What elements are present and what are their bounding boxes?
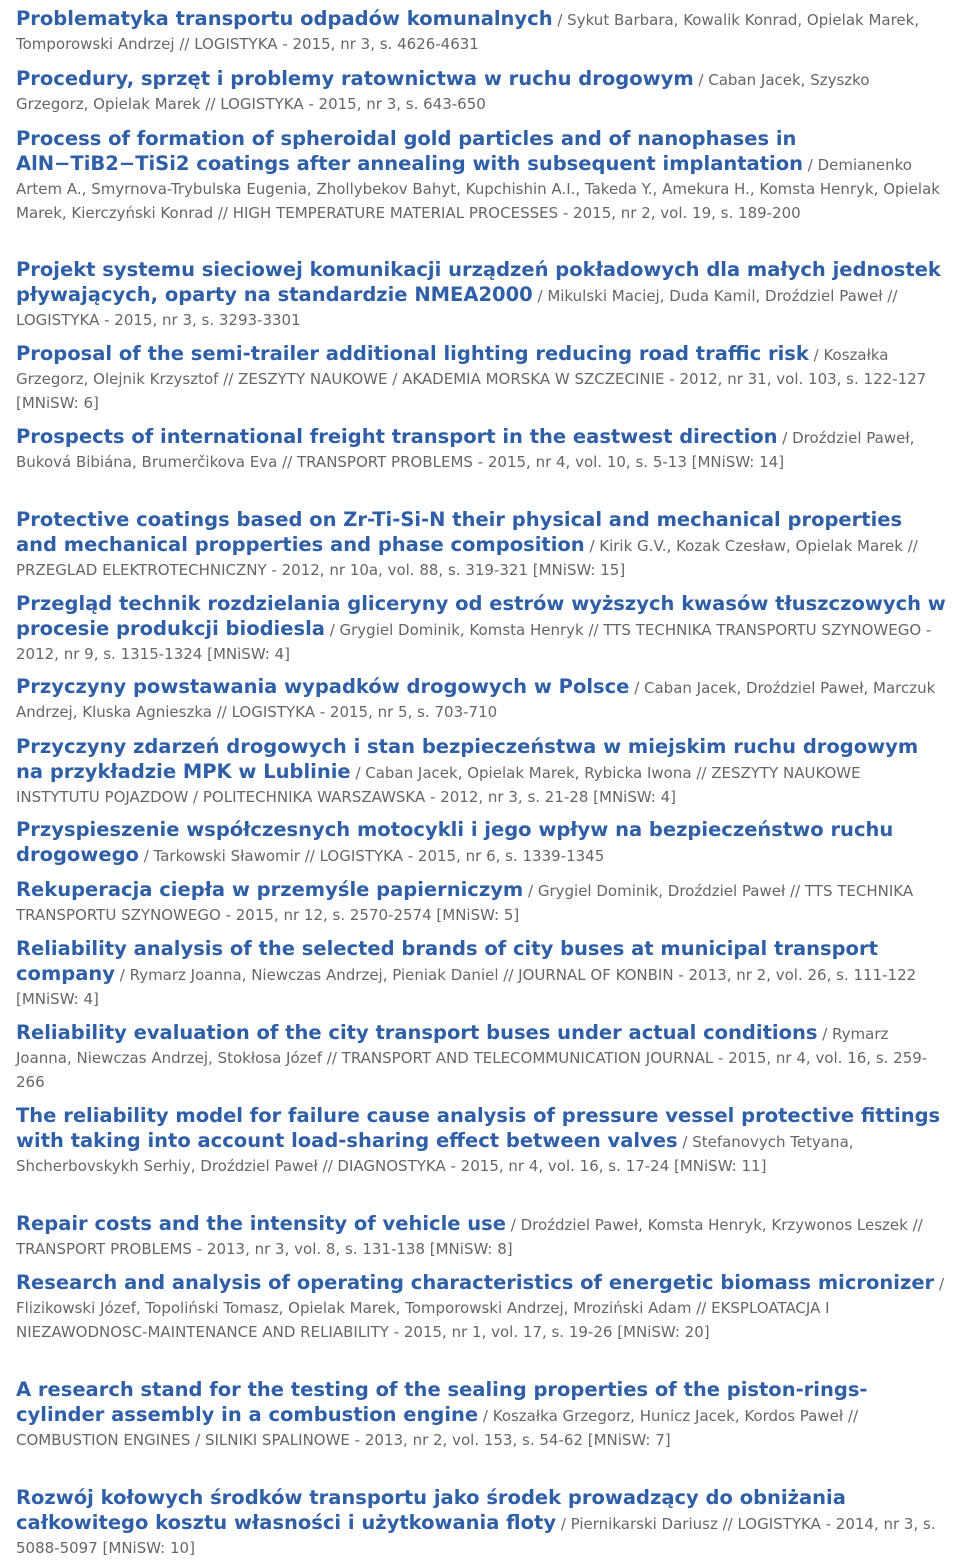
publication-entry bbox=[16, 342, 946, 415]
publication-citation: / Koszałka Grzegorz, Hunicz Jacek, Kordos Paweł // COMBUSTION ENGINES / SILNIKI SPALINOWE - 2013, nr 2, vol. 153, s. 54-62 [MNiSW: 7] bbox=[16, 1407, 859, 1449]
publication-title-link[interactable]: Rozwój kołowych środków transportu jako środek prowadzący do obniżania całkowitego kosztu własności i użytkowania floty bbox=[16, 1486, 846, 1534]
publication-citation: / Droździel Paweł, Buková Bibiána, Brumerčikova Eva // TRANSPORT PROBLEMS - 2015, nr 4, vol. 10, s. 5-13 [MNiSW: 14] bbox=[16, 429, 915, 471]
publication-entry bbox=[16, 1486, 946, 1560]
publication-entry bbox=[16, 675, 946, 724]
publication-citation: / Stefanovych Tetyana, Shcherbovskykh Serhiy, Droździel Paweł // DIAGNOSTYKA - 2015, nr 4, vol. 16, s. 17-24 [MNiSW: 11] bbox=[16, 1133, 854, 1175]
publication-title-link[interactable]: Problematyka transportu odpadów komunalnych bbox=[16, 7, 553, 30]
publication-citation: / Demianenko Artem A., Smyrnova-Trybulska Eugenia, Zhollybekov Bahyt, Kupchishin A.I., Takeda Y., Amekura H., Komsta Henryk, Opielak Marek, Kierczyński Konrad // HIGH TEMPERATURE MATERIAL PROCESSES - 2015, nr 2, vol. 19, s. 189-200 bbox=[16, 156, 940, 222]
publication-title-link[interactable]: Research and analysis of operating characteristics of energetic biomass micronizer bbox=[16, 1271, 935, 1294]
publication-citation: / Mikulski Maciej, Duda Kamil, Droździel Paweł // LOGISTYKA - 2015, nr 3, s. 3293-3301 bbox=[16, 287, 898, 329]
publication-entry bbox=[16, 7, 946, 56]
publication-citation: / Tarkowski Sławomir // LOGISTYKA - 2015, nr 6, s. 1339-1345 bbox=[138, 847, 605, 865]
publication-title-link[interactable]: Przyspieszenie współczesnych motocykli i jego wpływ na bezpieczeństwo ruchu drogowego bbox=[16, 818, 894, 866]
publication-citation: / Grygiel Dominik, Komsta Henryk // TTS TECHNIKA TRANSPORTU SZYNOWEGO - 2012, nr 9, s. 1315-1324 [MNiSW: 4] bbox=[16, 621, 932, 663]
publication-entry bbox=[16, 127, 946, 225]
publication-entry bbox=[16, 1104, 946, 1178]
publication-citation: / Flizikowski Józef, Topoliński Tomasz, Opielak Marek, Tomporowski Andrzej, Mroziński Adam // EKSPLOATACJA I NIEZAWODNOSC-MAINTENANCE AND RELIABILITY - 2015, nr 1, vol. 17, s. 19-26 [MNiSW: 20] bbox=[16, 1275, 944, 1341]
publication-entry bbox=[16, 67, 946, 116]
publication-title-link[interactable]: Reliability evaluation of the city transport buses under actual conditions bbox=[16, 1021, 818, 1044]
publication-citation: / Rymarz Joanna, Niewczas Andrzej, Pieniak Daniel // JOURNAL OF KONBIN - 2013, nr 2, vol. 26, s. 111-122 [MNiSW: 4] bbox=[16, 966, 917, 1008]
publication-title-link[interactable]: Projekt systemu sieciowej komunikacji urządzeń pokładowych dla małych jednostek pływających, oparty na standardzie NMEA2000 bbox=[16, 258, 941, 306]
publication-citation: / Sykut Barbara, Kowalik Konrad, Opielak Marek, Tomporowski Andrzej // LOGISTYKA - 2015, nr 3, s. 4626-4631 bbox=[16, 11, 920, 53]
publication-title-link[interactable]: Repair costs and the intensity of vehicle use bbox=[16, 1212, 506, 1235]
publication-title-link[interactable]: Przyczyny powstawania wypadków drogowych w Polsce bbox=[16, 675, 630, 698]
publication-citation: / Koszałka Grzegorz, Olejnik Krzysztof // ZESZYTY NAUKOWE / AKADEMIA MORSKA W SZCZECINIE - 2012, nr 31, vol. 103, s. 122-127 [MNiSW: 6] bbox=[16, 346, 927, 412]
publication-title-link[interactable]: Rekuperacja ciepła w przemyśle papierniczym bbox=[16, 878, 524, 901]
publication-entry bbox=[16, 1271, 946, 1344]
publication-citation: / Caban Jacek, Droździel Paweł, Marczuk Andrzej, Kluska Agnieszka // LOGISTYKA - 2015, nr 5, s. 703-710 bbox=[16, 679, 936, 721]
publication-entry bbox=[16, 425, 946, 474]
publication-citation: / Rymarz Joanna, Niewczas Andrzej, Stokłosa Józef // TRANSPORT AND TELECOMMUNICATION JOURNAL - 2015, nr 4, vol. 16, s. 259-266 bbox=[16, 1025, 928, 1091]
publication-title-link[interactable]: Process of formation of spheroidal gold particles and of nanophases in AlN−TiB2−TiSi2 coatings after annealing with subsequent implantation bbox=[16, 127, 803, 175]
publication-entry bbox=[16, 1378, 946, 1452]
publication-entry bbox=[16, 1212, 946, 1261]
publication-title-link[interactable]: Proposal of the semi-trailer additional lighting reducing road traffic risk bbox=[16, 342, 809, 365]
publication-title-link[interactable]: Protective coatings based on Zr-Ti-Si-N their physical and mechanical properties and mechanical propperties and phase composition bbox=[16, 508, 903, 556]
publication-entry bbox=[16, 508, 946, 582]
publication-title-link[interactable]: Prospects of international freight transport in the eastwest direction bbox=[16, 425, 778, 448]
publication-entry bbox=[16, 258, 946, 332]
publication-entry bbox=[16, 818, 946, 868]
publication-citation: / Caban Jacek, Szyszko Grzegorz, Opielak Marek // LOGISTYKA - 2015, nr 3, s. 643-650 bbox=[16, 71, 870, 113]
publication-citation: / Kirik G.V., Kozak Czesław, Opielak Marek // PRZEGLAD ELEKTROTECHNICZNY - 2012, nr 10a, vol. 88, s. 319-321 [MNiSW: 15] bbox=[16, 537, 918, 579]
publication-entry bbox=[16, 1021, 946, 1094]
publication-title-link[interactable]: Procedury, sprzęt i problemy ratownictwa w ruchu drogowym bbox=[16, 67, 694, 90]
publication-title-link[interactable]: The reliability model for failure cause analysis of pressure vessel protective fittings with taking into account load-sharing effect between valves bbox=[16, 1104, 941, 1152]
publication-citation: / Piernikarski Dariusz // LOGISTYKA - 2014, nr 3, s. 5088-5097 [MNiSW: 10] bbox=[16, 1515, 936, 1557]
publication-entry bbox=[16, 592, 946, 666]
publication-title-link[interactable]: Przegląd technik rozdzielania gliceryny od estrów wyższych kwasów tłuszczowych w procesie produkcji biodiesla bbox=[16, 592, 946, 640]
publication-entry bbox=[16, 937, 946, 1011]
publication-title-link[interactable]: Reliability analysis of the selected brands of city buses at municipal transport company bbox=[16, 937, 878, 985]
publication-entry bbox=[16, 878, 946, 927]
publication-title-link[interactable]: A research stand for the testing of the sealing properties of the piston-rings-cylinder assembly in a combustion engine bbox=[16, 1378, 868, 1426]
publication-citation: / Droździel Paweł, Komsta Henryk, Krzywonos Leszek // TRANSPORT PROBLEMS - 2013, nr 3, vol. 8, s. 131-138 [MNiSW: 8] bbox=[16, 1216, 923, 1258]
publication-citation: / Caban Jacek, Opielak Marek, Rybicka Iwona // ZESZYTY NAUKOWE INSTYTUTU POJAZDOW / POLITECHNIKA WARSZAWSKA - 2012, nr 3, s. 21-28 [MNiSW: 4] bbox=[16, 764, 861, 806]
publication-title-link[interactable]: Przyczyny zdarzeń drogowych i stan bezpieczeństwa w miejskim ruchu drogowym na przykładzie MPK w Lublinie bbox=[16, 735, 919, 783]
publication-citation: / Grygiel Dominik, Droździel Paweł // TTS TECHNIKA TRANSPORTU SZYNOWEGO - 2015, nr 12, s. 2570-2574 [MNiSW: 5] bbox=[16, 882, 914, 924]
publication-entry bbox=[16, 735, 946, 809]
